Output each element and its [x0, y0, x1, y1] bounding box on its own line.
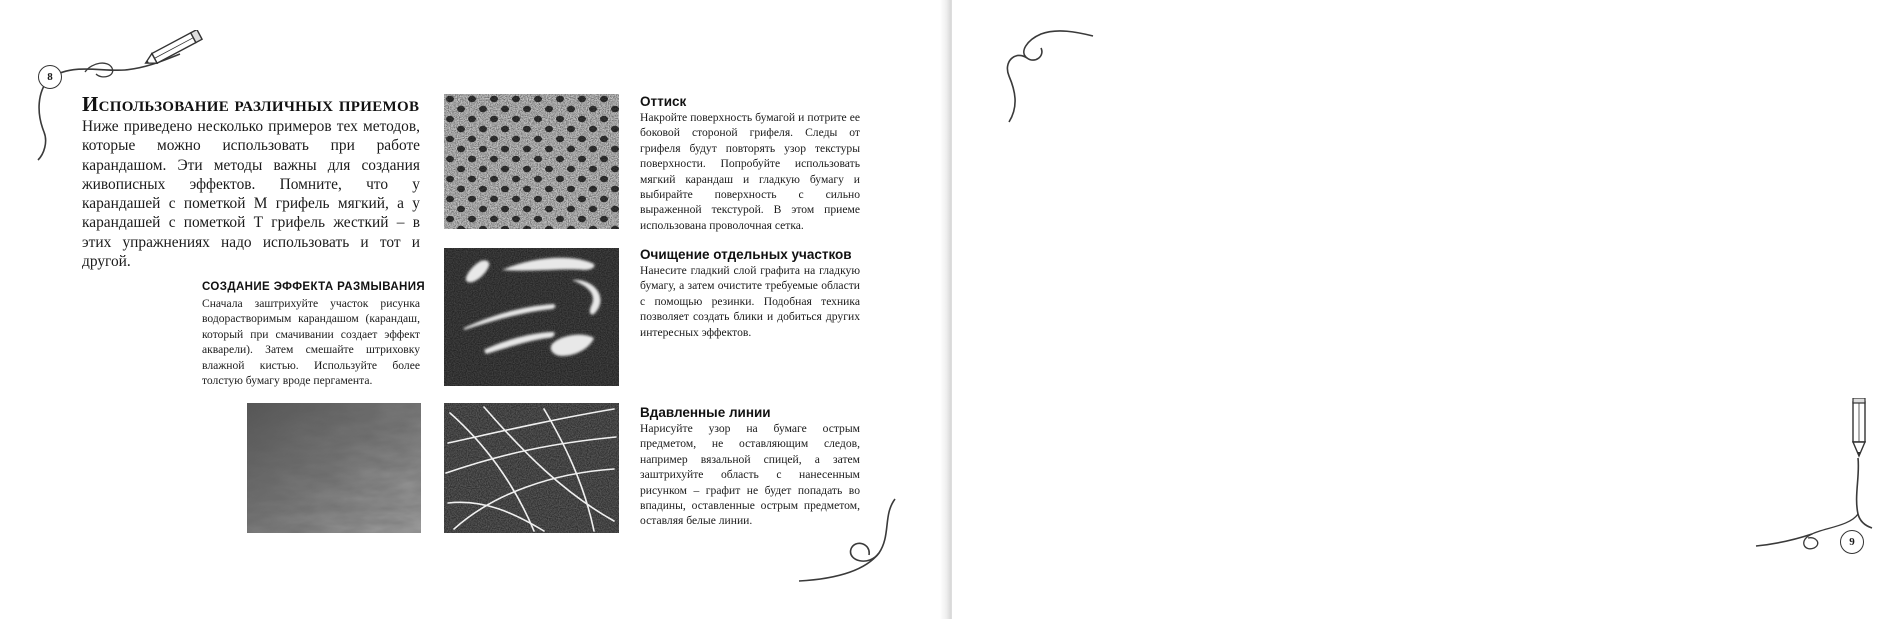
indented-section-title: Вдавленные линии — [640, 405, 771, 420]
right-page — [952, 0, 1882, 619]
erasing-effect-swatch — [444, 248, 619, 386]
erasing-section-title: Очищение отдельных участков — [640, 247, 852, 262]
imprint-texture-swatch — [444, 94, 619, 229]
pencil-icon — [1848, 398, 1870, 460]
blur-section-title: СОЗДАНИЕ ЭФФЕКТА РАЗМЫВАНИЯ — [202, 281, 426, 293]
imprint-section-body: Накройте поверхность бумагой и потрите ее боковой стороной грифеля. Следы от грифеля будут повторять узор текстуры поверхности. Попробуйте использовать мягкий карандаш и гладкую бумагу и выбирайте поверхность с сильно выраженной текстурой. В этом приеме использована проволочная сетка. — [640, 111, 860, 232]
pencil-icon — [140, 30, 210, 66]
blur-section-body: Сначала заштрихуйте участок рисунка водорастворимым карандашом (карандаш, который при смачивании создает эффект акварели). Затем смешайте штриховку влажной кистью. Используйте более толстую бумагу вроде пергамента. — [202, 297, 420, 388]
bottom-flourish-ornament — [795, 495, 905, 585]
page-number: 9 — [1840, 530, 1864, 554]
bottom-right-flourish-ornament — [1754, 456, 1882, 566]
intro-paragraph: Ниже приведено несколько примеров тех методов, которые можно использовать при работе карандашом. Эти методы важны для создания живописных эффектов. Помните, что у карандашей с пометкой М грифель мягкий, а у карандашей с пометкой Т грифель жесткий – в этих упражнениях надо использовать и тот и другой. — [82, 118, 420, 271]
erasing-section-body: Нанесите гладкий слой графита на гладкую бумагу, а затем очистите требуемые области с помощью резинки. Подобная техника позволяет создать блики и добиться других интересных эффектов. — [640, 264, 860, 339]
imprint-section-title: Оттиск — [640, 94, 687, 109]
top-flourish-ornament — [997, 28, 1097, 124]
indented-lines-swatch — [444, 403, 619, 533]
indented-section-body: Нарисуйте узор на бумаге острым предметом, не оставляющим следов, например вязальной спицей, а затем заштрихуйте область с нанесенным рисунком – графит не будет попадать во впадины, оставленные острым предметом, оставляя белые линии. — [640, 422, 860, 528]
page-title: Использование различных приемов — [82, 92, 420, 116]
page-number: 8 — [38, 65, 62, 89]
blur-effect-swatch — [247, 403, 421, 533]
